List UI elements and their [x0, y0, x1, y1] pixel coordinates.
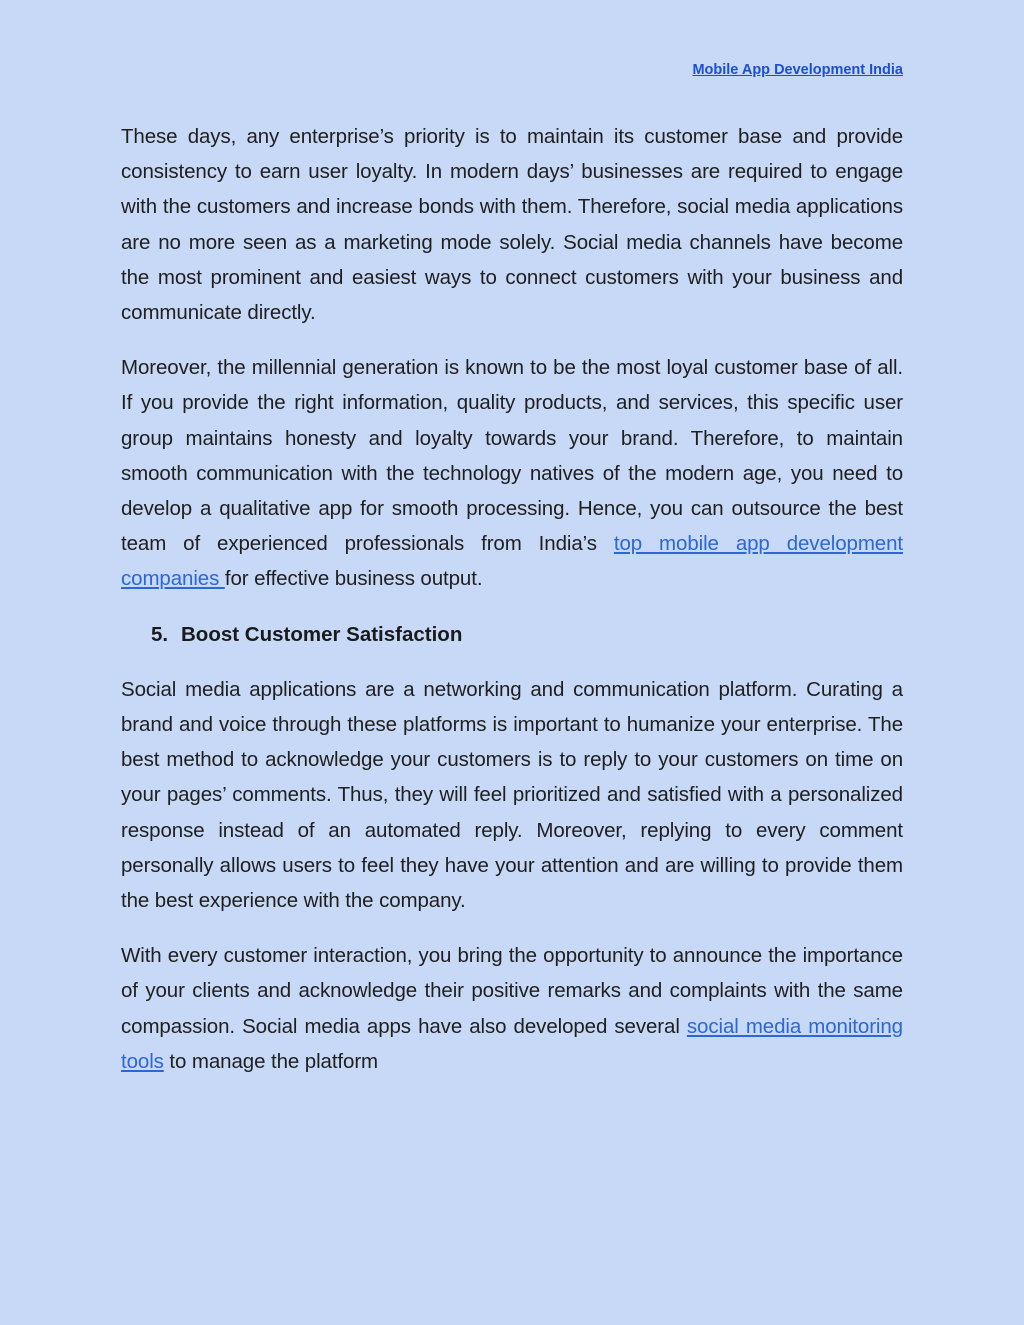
- section-title: Boost Customer Satisfaction: [181, 622, 463, 646]
- paragraph-1: These days, any enterprise’s priority is to maintain its customer base and provide consistency to earn user loyalty. In modern days’ businesses are required to engage with the customers and increase bonds with them. Therefore, social media applications are no more seen as a marketing mode solely. Social media channels have become the most prominent and easiest ways to connect customers with your business and communicate directly.: [121, 125, 903, 325]
- paragraph-2-text-end: for effective business output.: [224, 567, 483, 591]
- paragraph-4-text-end: to manage the platform: [163, 1049, 379, 1073]
- header-link[interactable]: Mobile App Development India: [692, 62, 903, 78]
- paragraph-2: [121, 350, 903, 596]
- section-heading: [121, 617, 903, 652]
- paragraph-4-text-start: With every customer interaction, you bring the opportunity to announce the importance of your clients and acknowledge their positive remarks and complaints with the same compassion. Social media apps have also developed several: [121, 944, 903, 1038]
- section-number: 5.: [151, 622, 169, 646]
- social-media-monitoring-tools-link[interactable]: social media monitoring tools: [121, 1014, 903, 1073]
- paragraph-3: Social media applications are a networking and communication platform. Curating a brand and voice through these platforms is important to humanize your enterprise. The best method to acknowledge your customers is to reply to your customers on time on your pages’ comments. Thus, they will feel prioritized and satisfied with a personalized response instead of an automated reply. Moreover, replying to every comment personally allows users to feel they have your attention and are willing to provide them the best experience with the company.: [121, 677, 903, 913]
- document-body: [121, 119, 903, 1099]
- top-mobile-app-companies-link[interactable]: top mobile app development companies: [121, 532, 903, 591]
- paragraph-2-text-start: Moreover, the millennial generation is known to be the most loyal customer base of all. If you provide the right information, quality products, and services, this specific user group maintains honesty and loyalty towards your brand. Therefore, to maintain smooth communication with the technology natives of the modern age, you need to develop a qualitative app for smooth processing. Hence, you can outsource the best team of experienced professionals from India’s: [121, 356, 903, 556]
- paragraph-4: [121, 938, 903, 1079]
